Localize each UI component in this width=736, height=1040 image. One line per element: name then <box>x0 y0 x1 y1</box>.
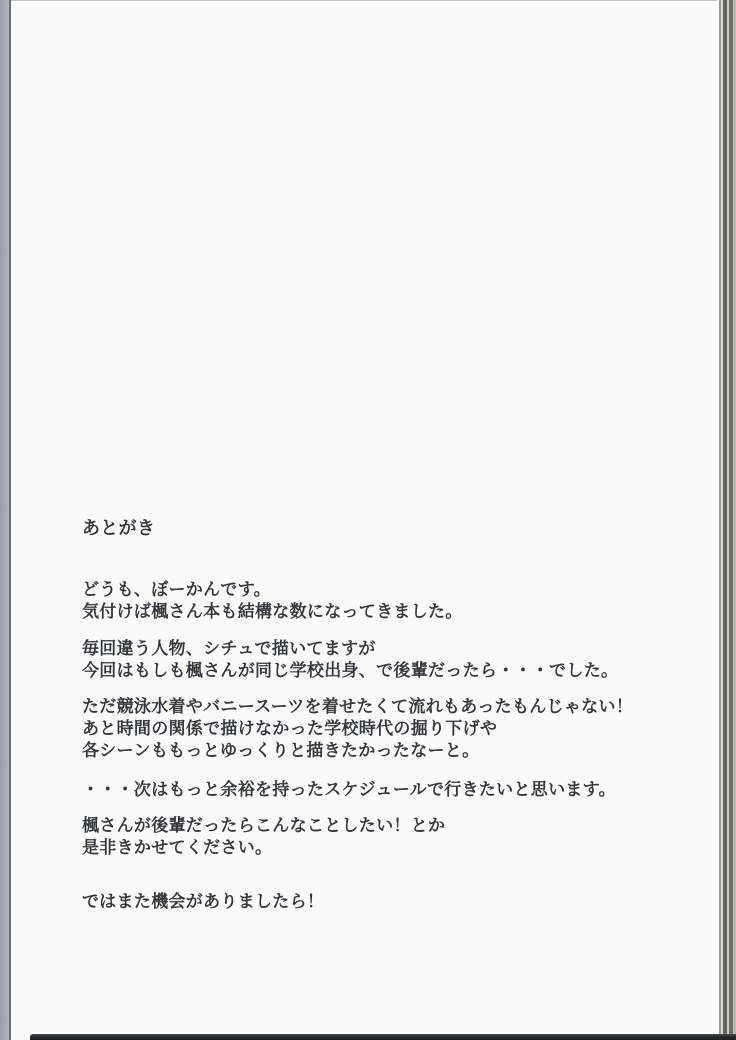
afterword-text-block <box>82 518 702 913</box>
left-scan-edge <box>0 0 9 1040</box>
left-page-border-line <box>9 0 11 1040</box>
afterword-line: あと時間の関係で描けなかった学校時代の掘り下げや <box>82 719 498 739</box>
afterword-line: ではまた機会がありましたら！ <box>82 892 325 912</box>
afterword-paragraph <box>82 638 702 682</box>
afterword-line: 楓さんが後輩だったらこんなことしたい！とか <box>82 816 446 836</box>
afterword-paragraph <box>82 696 702 762</box>
afterword-line: 今回はもしも楓さんが同じ学校出身、で後輩だったら・・・でした。 <box>82 661 619 681</box>
afterword-heading: あとがき <box>82 518 156 539</box>
book-page-stack-edge <box>717 0 736 1040</box>
afterword-line: どうも、ぼーかんです。 <box>82 580 271 600</box>
afterword-line: 気付けば楓さん本も結構な数になってきました。 <box>82 602 463 622</box>
afterword-line: ただ競泳水着やバニースーツを着せたくて流れもあったもんじゃない！ <box>82 697 634 717</box>
afterword-paragraph <box>82 815 702 859</box>
afterword-line: ・・・次はもっと余裕を持ったスケジュールで行きたいと思います。 <box>82 780 616 800</box>
afterword-paragraph <box>82 779 702 801</box>
afterword-line: 毎回違う人物、シチュで描いてますが <box>82 639 376 659</box>
afterword-line: 各シーンももっとゆっくりと描きたかったなーと。 <box>82 741 480 761</box>
top-scan-edge <box>11 0 736 1</box>
afterword-paragraph <box>82 579 702 623</box>
afterword-line: 是非きかせてください。 <box>82 838 273 858</box>
bottom-scan-edge <box>30 1034 736 1040</box>
afterword-paragraph <box>82 891 702 913</box>
